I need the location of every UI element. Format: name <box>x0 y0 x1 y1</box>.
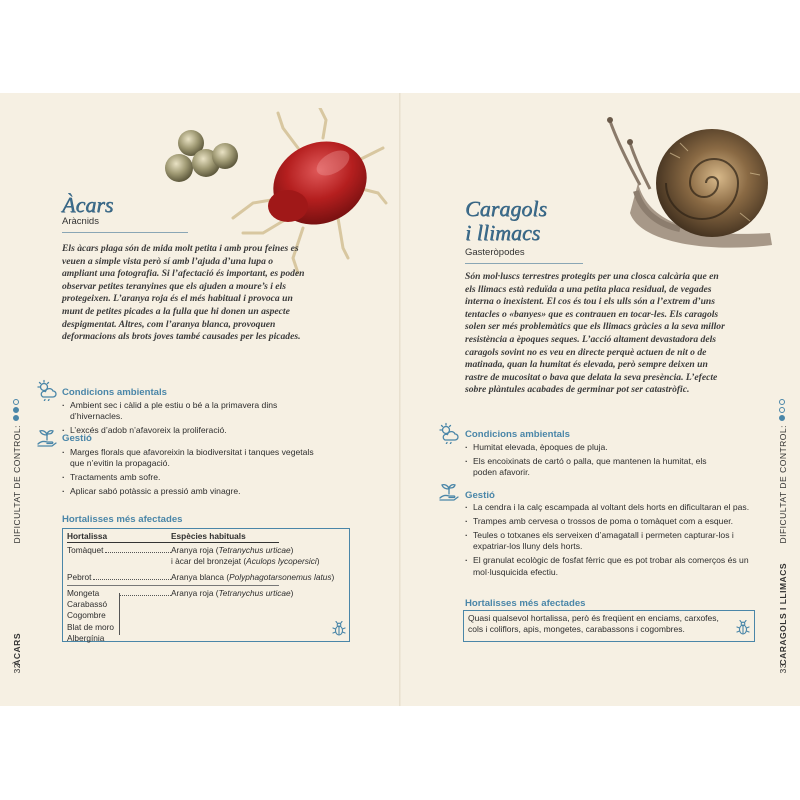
management-list <box>465 502 755 580</box>
table-cell-vegetable: Pebrot <box>67 572 92 582</box>
list-item: Cogombre <box>67 610 106 621</box>
title-rule <box>62 232 188 233</box>
page-title-line: Caragols <box>465 196 547 221</box>
table-header-rule <box>67 542 279 543</box>
table-cell-vegetable: Tomàquet <box>67 545 104 555</box>
management-heading: Gestió <box>465 490 495 501</box>
intro-paragraph: Són mol·luscs terrestres protegits per una closca calcària que en els llimacs està reduïda a una petita placa residual, de vegades interna o inexistent. El cos és tou i els ulls són a l’extrem d’uns tentacles o «banyes» que es contrauen en tocar-les. Els caragols solen ser més problemàtics que els llimacs gràcies a la seva millor resistència a èpoques seques. L’acció altament devastadora dels caragols sovint no es veu en directe perquè actuen de nit o de matinada, quan la humitat és elevada, però sempre deixen un rastre de mucositat o bava que delata la seva presència. L’efecte sobre plàntules acabades de germinar pot ser catastròfic. <box>465 271 725 396</box>
conditions-list <box>465 442 710 481</box>
left-page <box>0 93 400 706</box>
difficulty-dot-filled <box>13 415 19 421</box>
list-item: · El granulat ecològic de fosfat fèrric que es pot trobar als comerços és un mol·lusquicida efectiu. <box>465 555 755 578</box>
affected-heading: Hortalisses més afectades <box>62 514 183 525</box>
difficulty-label: DIFICULTAT DE CONTROL: <box>778 425 788 544</box>
bug-icon <box>736 620 750 636</box>
sprout-hand-icon <box>438 481 460 501</box>
difficulty-dot-filled <box>779 415 785 421</box>
list-item: · Trampes amb cervesa o trossos de poma o tomàquet com a esquer. <box>465 516 755 527</box>
table-leader <box>119 595 171 596</box>
table-header-species: Espècies habituals <box>171 531 246 541</box>
running-head: ÀCARS <box>12 633 22 666</box>
weather-cloud-sun-icon <box>438 422 460 444</box>
list-item: Blat de moro <box>67 621 115 632</box>
snail-illustration <box>600 113 775 253</box>
table-cell-species: i àcar del bronzejat (Aculops lycopersici) <box>171 556 320 566</box>
conditions-heading: Condicions ambientals <box>62 387 168 398</box>
list-item: · Teules o totxanes els serveixen d’amagatall i permeten capturar-los i expatriar-los lluny dels horts. <box>465 530 755 553</box>
difficulty-indicator <box>13 399 19 423</box>
difficulty-dot-empty <box>779 407 785 413</box>
list-item: · Marges florals que afavoreixin la biodiversitat i tanques vegetals que n’evitin la propagació. <box>62 447 328 470</box>
intro-paragraph: Els àcars plaga són de mida molt petita i amb prou feines es veuen a simple vista però sí amb l’ajuda d’una lupa o ampliant una fotografia. Si l’afectació és important, es poden observar petites teranyines que els ajuden a moure’s i els protegeixen. L’aranya roja és el més habitual i provoca un munt de petites picades a la fulla que hi donen un aspecte despigmentat. Altres, com l’aranya blanca, provoquen deformacions als brots joves també causades per les picades. <box>62 243 305 343</box>
table-cell-species: Aranya roja (Tetranychus urticae) <box>171 588 294 598</box>
page-title: Àcars <box>62 192 114 217</box>
table-cell-species: Aranya blanca (Polyphagotarsonemus latus) <box>171 572 335 582</box>
list-item: · L’excés d’adob n’afavoreix la proliferació. <box>62 425 332 436</box>
list-item: · La cendra i la calç escampada al voltant dels horts en dificultaran el pas. <box>465 502 755 513</box>
right-page <box>400 93 800 706</box>
list-item: Albergínia <box>67 632 105 643</box>
page-number: 32 <box>12 663 22 674</box>
running-head: CARAGOLS I LLIMACS <box>778 563 788 666</box>
sprout-hand-icon <box>36 427 58 447</box>
list-item: · Els encoixinats de cartó o palla, que mantenen la humitat, els poden afavorir. <box>465 456 710 479</box>
list-item: Mongeta <box>67 588 100 598</box>
table-leader <box>93 579 171 580</box>
page-number: 33 <box>778 663 788 674</box>
difficulty-dot-empty <box>779 399 785 405</box>
affected-text: Quasi qualsevol hortalissa, però és freqüent en enciams, carxofes, cols i coliflors, apis, mongetes, carabassons i cogombres. <box>468 613 719 635</box>
management-heading: Gestió <box>62 433 92 444</box>
difficulty-label: DIFICULTAT DE CONTROL: <box>12 425 22 544</box>
list-item: · Ambient sec i càlid a ple estiu o bé a la primavera dins d’hivernacles. <box>62 400 332 423</box>
page-subtitle: Gasteròpodes <box>465 247 525 258</box>
table-header-vegetable: Hortalissa <box>67 531 108 541</box>
conditions-list <box>62 400 332 439</box>
difficulty-indicator <box>779 399 785 423</box>
bug-icon <box>332 621 346 637</box>
conditions-heading: Condicions ambientals <box>465 429 571 440</box>
page-title <box>465 197 547 245</box>
list-item: · Humitat elevada, èpoques de pluja. <box>465 442 710 453</box>
table-group-bracket <box>119 593 120 635</box>
book-spread <box>0 93 800 706</box>
affected-heading: Hortalisses més afectades <box>465 598 586 609</box>
table-leader <box>105 552 171 553</box>
table-row-rule <box>67 585 279 586</box>
title-rule <box>465 263 583 264</box>
difficulty-dot-filled <box>13 407 19 413</box>
table-cell-species: Aranya roja (Tetranychus urticae) <box>171 545 294 555</box>
list-item: · Aplicar sabó potàssic a pressió amb vinagre. <box>62 486 328 497</box>
weather-cloud-sun-icon <box>36 379 58 401</box>
page-title-line: i llimacs <box>465 220 541 245</box>
difficulty-dot-empty <box>13 399 19 405</box>
table-cell-vegetable-group <box>67 588 114 644</box>
list-item: Carabassó <box>67 599 108 610</box>
list-item: · Tractaments amb sofre. <box>62 472 328 483</box>
page-subtitle: Aràcnids <box>62 216 99 227</box>
management-list <box>62 447 328 500</box>
